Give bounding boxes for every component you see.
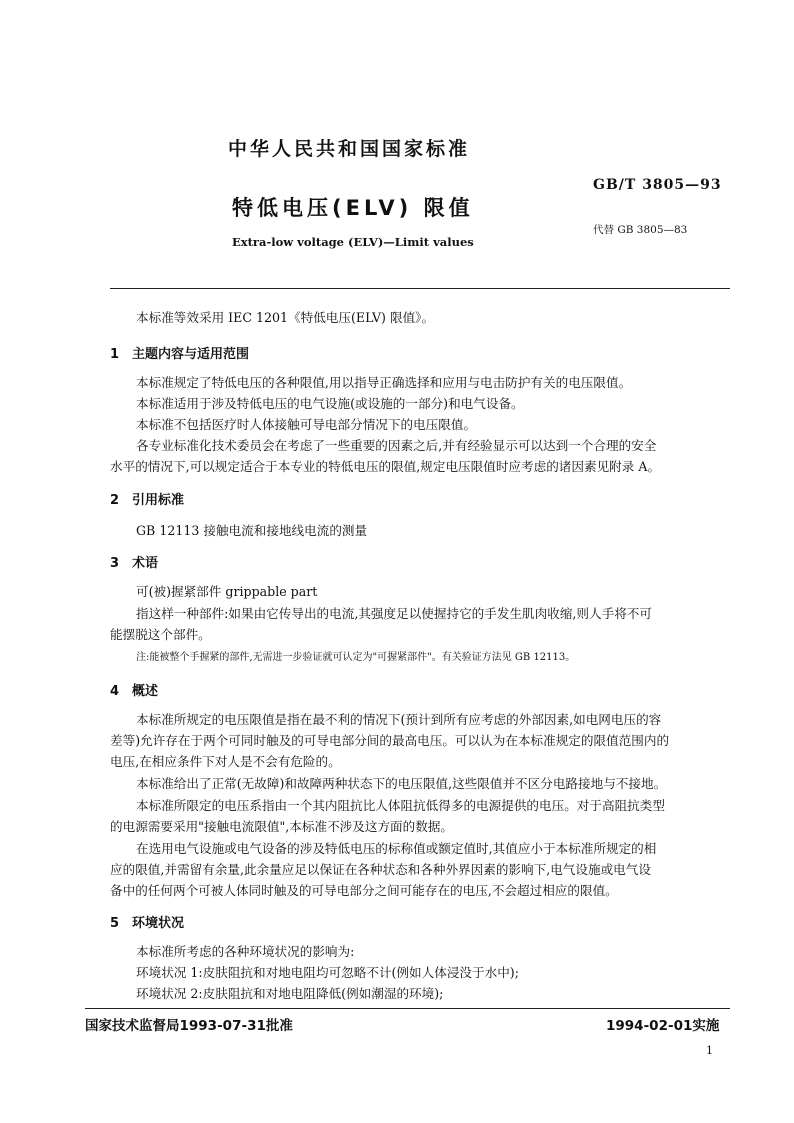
- footer-divider: [85, 1008, 730, 1009]
- s2-reference: GB 12113 接触电流和接地线电流的测量: [136, 523, 368, 538]
- s4-paragraph-1-line-3: 电压,在相应条件下对人是不会有危险的。: [110, 754, 341, 769]
- s5-paragraph-3: 环境状况 2:皮肤阻抗和对地电阻降低(例如潮湿的环境);: [136, 986, 444, 1001]
- section-2-heading: 2 引用标准: [110, 493, 185, 508]
- s1-paragraph-2: 本标准适用于涉及特低电压的电气设施(或设施的一部分)和电气设备。: [136, 396, 524, 411]
- header-divider: [110, 288, 730, 289]
- s3-definition-line-1: 指这样一种部件:如果由它传导出的电流,其强度足以使握持它的手发生肌肉收缩,则人手将不可: [136, 606, 652, 621]
- s1-paragraph-4-line-1: 各专业标准化技术委员会在考虑了一些重要的因素之后,并有经验显示可以达到一个合理的安全: [136, 438, 657, 453]
- approval-info: 国家技术监督局1993-07-31批准: [85, 1018, 293, 1034]
- replaces-standard: 代替 GB 3805—83: [593, 224, 688, 236]
- s4-paragraph-1-line-1: 本标准所规定的电压限值是指在最不利的情况下(预计到所有应考虑的外部因素,如电网电压的容: [136, 712, 662, 727]
- s3-term: 可(被)握紧部件 grippable part: [136, 584, 318, 599]
- section-1-heading: 1 主题内容与适用范围: [110, 347, 250, 362]
- standard-code: GB/T 3805—93: [593, 177, 722, 193]
- page-number: 1: [706, 1044, 713, 1057]
- s1-paragraph-3: 本标准不包括医疗时人体接触可导电部分情况下的电压限值。: [136, 417, 477, 432]
- section-5-heading: 5 环境状况: [110, 916, 185, 931]
- s4-paragraph-2: 本标准给出了正常(无故障)和故障两种状态下的电压限值,这些限值并不区分电路接地与不接地。: [136, 776, 667, 791]
- s1-paragraph-4-line-2: 水平的情况下,可以规定适合于本专业的特低电压的限值,规定电压限值时应考虑的诸因素见附录 A。: [110, 459, 661, 474]
- s4-paragraph-4-line-1: 在选用电气设施或电气设备的涉及特低电压的标称值或额定值时,其值应小于本标准所规定的相: [136, 841, 657, 856]
- s3-definition-line-2: 能摆脱这个部件。: [110, 627, 211, 642]
- intro-paragraph: 本标准等效采用 IEC 1201《特低电压(ELV) 限值》。: [136, 310, 435, 325]
- section-4-heading: 4 概述: [110, 684, 159, 699]
- s5-paragraph-2: 环境状况 1:皮肤阻抗和对地电阻均可忽略不计(例如人体浸没于水中);: [136, 965, 519, 980]
- standard-title-en: Extra-low voltage (ELV)—Limit values: [232, 235, 474, 249]
- s3-note: 注:能被整个手握紧的部件,无需进一步验证就可认定为"可握紧部件"。有关验证方法见 GB 12113。: [136, 652, 576, 663]
- s4-paragraph-4-line-2: 应的限值,并需留有余量,此余量应足以保证在各种状态和各种外界因素的影响下,电气设施或电气设: [110, 862, 651, 877]
- s4-paragraph-3-line-2: 的电源需要采用"接触电流限值",本标准不涉及这方面的数据。: [110, 819, 454, 834]
- org-title: 中华人民共和国国家标准: [228, 138, 471, 160]
- s4-paragraph-4-line-3: 备中的任何两个可被人体同时触及的可导电部分之间可能存在的电压,不会超过相应的限值。: [110, 883, 618, 898]
- s5-paragraph-1: 本标准所考虑的各种环境状况的影响为:: [136, 944, 355, 959]
- standard-title-cn: 特低电压(ELV) 限值: [232, 196, 474, 220]
- section-3-heading: 3 术语: [110, 556, 159, 571]
- effective-date: 1994-02-01实施: [606, 1018, 720, 1034]
- s4-paragraph-1-line-2: 差等)允许存在于两个可同时触及的可导电部分间的最高电压。可以认为在本标准规定的限值范围内的: [110, 733, 670, 748]
- s4-paragraph-3-line-1: 本标准所限定的电压系指由一个其内阻抗比人体阻抗低得多的电源提供的电压。对于高阻抗类型: [136, 798, 665, 813]
- s1-paragraph-1: 本标准规定了特低电压的各种限值,用以指导正确选择和应用与电击防护有关的电压限值。: [136, 375, 632, 390]
